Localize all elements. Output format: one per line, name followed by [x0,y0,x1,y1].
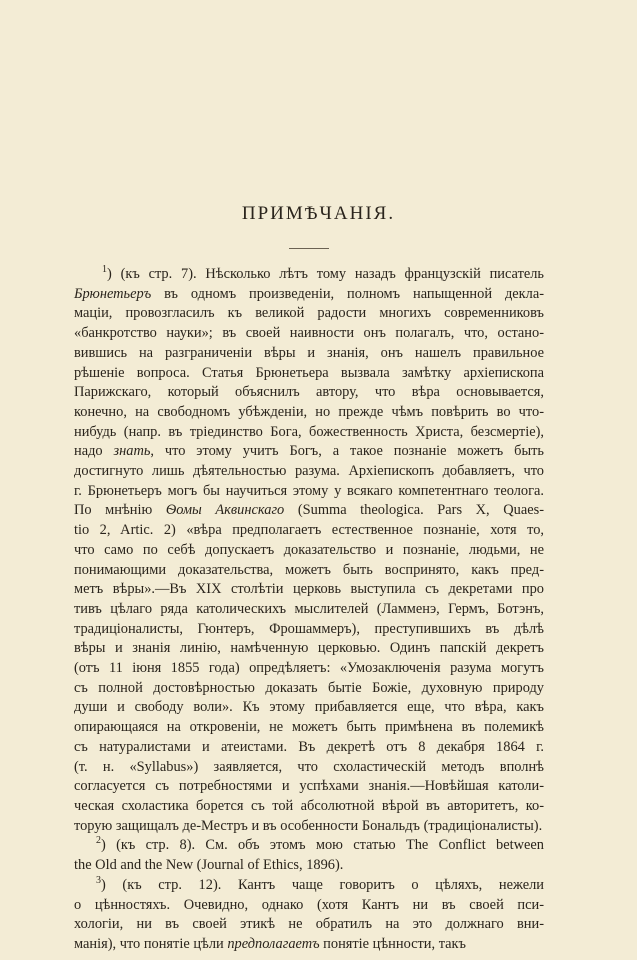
text-run: г. Брюнетьеръ могъ бы научиться этому у всякаго компетентнаго теолога. [74,482,544,499]
text-run: понимающими доказательства, можетъ быть воспринято, какъ пред- [74,561,544,578]
text-run: вившись на разграниченіи вѣры и знанія, онъ нашелъ правильное [74,344,544,361]
footnote-1-line [74,698,544,718]
text-run: метъ вѣры».—Въ XIX столѣтіи церковь выступила съ декретами про [74,581,544,598]
footnote-1-line [74,324,544,344]
italic-text: Брюнетьеръ [74,285,152,302]
footnote-1-line [74,639,544,659]
footnote-1-line [74,344,544,364]
text-run: ) (къ стр. 12). Кантъ чаще говоритъ о цѣляхъ, нежели [101,876,544,893]
text-run: о цѣнностяхъ. Очевидно, однако (хотя Кантъ ни въ своей пси- [74,896,544,913]
footnote-1-line [74,561,544,581]
footnote-1-line [74,679,544,699]
text-run: the Old and the New (Journal of Ethics, 1896). [74,857,344,874]
footnote-1-line [74,265,544,285]
footnote-1-line [74,285,544,305]
footnote-1-line [74,541,544,561]
footnote-2-line [74,836,544,856]
footnote-1-line [74,777,544,797]
footnote-1-line [74,797,544,817]
footnote-1-line [74,738,544,758]
text-run: конечно, на свободномъ убѣжденіи, но прежде чѣмъ повѣрить во что- [74,403,544,420]
italic-text: знать [113,443,151,460]
footnote-1-line [74,383,544,403]
footnote-1-line [74,304,544,324]
text-run: вѣры и знанія линію, намѣченную церковью. Одинъ папскій декретъ [74,640,544,657]
footnote-1-line [74,482,544,502]
text-run: (отъ 11 іюня 1855 года) опредѣляетъ: «Умозаключенія разума могутъ [74,660,544,677]
title-rule [289,248,329,249]
text-run: что само по себѣ допускаетъ доказательство и познаніе, людьми, не [74,541,544,558]
footnote-1-line [74,600,544,620]
text-run: надо [74,443,114,460]
text-run: , что этому учитъ Богъ, а такое познаніе можетъ быть [150,443,544,460]
footnote-1-line [74,758,544,778]
page-title: ПРИМѢЧАНІЯ. [241,203,396,224]
text-run: понятіе цѣнности, такъ [319,935,466,952]
footnote-1-line [74,501,544,521]
text-run: достигнуто лишь дѣятельностью разума. Архіепископъ добавляетъ, что [74,463,544,480]
footnote-1-line [74,403,544,423]
text-run: ) (къ стр. 7). Нѣсколько лѣтъ тому назадъ французскій писатель [107,266,544,282]
text-run: «банкротство науки»; въ своей наивности онъ полагалъ, что, остано- [74,325,544,342]
text-run: манія), что понятіе цѣли [74,935,228,952]
notes-text [74,265,544,955]
text-run: хологіи, ни въ своей этикѣ не обратилъ на это должнаго вни- [74,916,544,933]
footnote-1-line [74,364,544,384]
text-run: опирающаяся на откровеніи, не можетъ быть примѣнена въ полемикѣ [74,719,544,736]
footnote-1-line [74,462,544,482]
text-run: съ полной достовѣрностью доказать бытіе Божіе, духовную природу [74,679,544,696]
text-run: (Summa theologica. Pars X, Quaes- [284,502,544,519]
text-run: рѣшеніе вопроса. Статья Брюнетьера вызвала замѣтку архіепископа [74,364,544,381]
text-run: съ натуралистами и атеистами. Въ декретѣ отъ 8 декабря 1864 г. [74,738,544,755]
footnote-1-line [74,521,544,541]
text-run: торую защищалъ де-Местръ и въ особенности Бональдъ (традиціоналисты). [74,817,543,834]
footnote-1-line [74,620,544,640]
text-run: маціи, провозгласилъ къ великой радости многихъ современниковъ [74,305,544,322]
footnote-1-line [74,442,544,462]
footnote-marker: 2 [96,835,101,847]
text-run: нибудь (напр. въ тріединство Бога, божественность Христа, безсмертіе), [74,423,544,440]
footnote-1-line [74,817,544,837]
text-run: (т. н. «Syllabus») заявляется, что схоластическій методъ вполнѣ [74,758,544,775]
footnote-3-line [74,876,544,896]
text-run: тивъ цѣлаго ряда католическихъ мыслителей (Ламменэ, Гермъ, Ботэнъ, [74,600,544,617]
italic-text: Ѳомы Аквинскаго [165,502,285,519]
text-run: ) (къ стр. 8). См. объ этомъ мою статью The Conflict between [101,837,544,854]
footnote-2-line [74,856,544,876]
footnote-1-line [74,718,544,738]
text-run: tio 2, Artic. 2) «вѣра предполагаетъ естественное познаніе, хотя то, [74,522,544,539]
footnote-3-line [74,896,544,916]
footnote-1-line [74,423,544,443]
text-run: ческая схоластика борется съ той абсолютной вѣрой въ авторитетъ, ко- [74,797,544,814]
footnote-1-line [74,659,544,679]
footnote-marker: 1 [102,264,107,276]
footnote-3-line [74,935,544,955]
text-run: души и свободу воли». Къ этому прибавляется еще, что вѣра, какъ [74,699,544,716]
text-run: традиціоналисты, Гюнтеръ, Фрошаммеръ), преступившихъ въ дѣлѣ [74,620,544,637]
italic-text: предполагаетъ [227,935,320,952]
footnote-3-line [74,915,544,935]
text-run: По мнѣнію [74,502,166,519]
footnote-marker: 3 [96,875,101,886]
text-run: Парижскаго, который объяснилъ автору, что вѣра основывается, [74,384,544,401]
text-run: согласуется съ потребностями и успѣхами знанія.—Новѣйшая католи- [74,778,544,795]
footnote-1-line [74,580,544,600]
text-run: въ одномъ произведеніи, полномъ напыщенной декла- [151,285,544,302]
